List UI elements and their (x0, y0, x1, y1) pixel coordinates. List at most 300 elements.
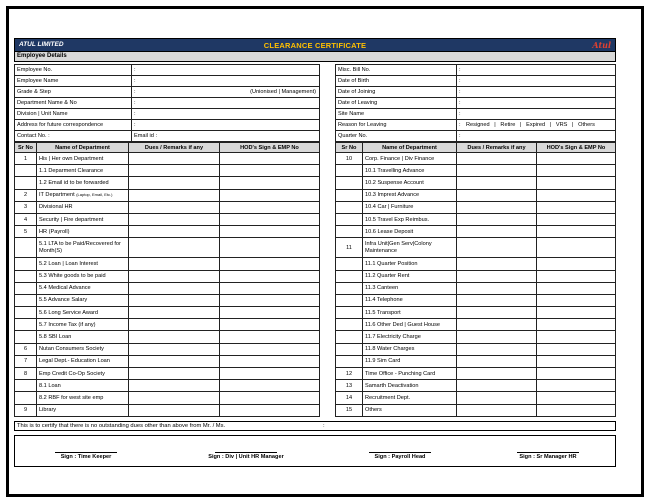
hod-sign-cell[interactable] (537, 355, 616, 367)
department-name: 11.8 Water Charges (365, 346, 415, 353)
hod-sign-cell[interactable] (220, 392, 320, 404)
col-dues: Dues / Remarks if any (129, 143, 220, 153)
leaving-reason-options: Resigned | Retire | Expired | VRS | Others (466, 122, 595, 128)
hod-sign-cell[interactable] (537, 392, 616, 404)
department-row (15, 165, 320, 177)
detail-label: Date of Birth (336, 76, 457, 87)
dues-remarks-cell[interactable] (129, 392, 220, 404)
detail-row (15, 109, 320, 120)
detail-row (15, 120, 320, 131)
department-name-cell (363, 380, 457, 392)
department-name: 10.1 Travelling Advance (365, 167, 425, 174)
detail-label: Date of Leaving (336, 98, 457, 109)
detail-row (336, 120, 616, 131)
dues-remarks-cell[interactable] (457, 368, 537, 380)
department-name-cell (37, 201, 129, 213)
sr-no-cell (336, 331, 363, 343)
department-name-cell (363, 343, 457, 355)
department-row (336, 282, 616, 294)
dues-remarks-cell[interactable] (129, 331, 220, 343)
department-name-cell (363, 331, 457, 343)
department-name: 11.5 Transport (365, 309, 401, 316)
sr-no-cell (336, 201, 363, 213)
grade-options: (Unionised | Management) (250, 89, 316, 95)
detail-colon: : (459, 133, 461, 139)
department-name: Infra Unit|Gen Serv|Colony Maintenance (365, 241, 434, 254)
sr-no-cell (15, 319, 37, 331)
sr-no-cell (336, 270, 363, 282)
department-name: 10.5 Travel Exp Reimbus. (365, 216, 430, 223)
department-row (15, 331, 320, 343)
department-name-cell (363, 189, 457, 201)
detail-row (336, 76, 616, 87)
detail-value[interactable] (132, 120, 320, 131)
department-name: Time Office - Punching Card (365, 370, 436, 377)
hod-sign-cell[interactable] (220, 270, 320, 282)
dues-remarks-cell[interactable] (457, 258, 537, 270)
department-name: 11.2 Quarter Rent (365, 273, 410, 280)
dues-remarks-cell[interactable] (457, 380, 537, 392)
department-name-cell (37, 258, 129, 270)
detail-label: Department Name & No (15, 98, 132, 109)
detail-row (336, 87, 616, 98)
department-name-cell (37, 294, 129, 306)
hod-sign-cell[interactable] (537, 177, 616, 189)
hod-sign-cell[interactable] (537, 165, 616, 177)
hod-sign-cell[interactable] (220, 201, 320, 213)
hod-sign-cell[interactable] (537, 153, 616, 165)
hod-sign-cell[interactable] (537, 404, 616, 416)
department-name-cell (363, 177, 457, 189)
department-row (336, 226, 616, 238)
hod-sign-cell[interactable] (220, 226, 320, 238)
department-name-cell (37, 355, 129, 367)
department-row (336, 258, 616, 270)
department-name-cell (37, 226, 129, 238)
department-row (15, 201, 320, 213)
dues-remarks-cell[interactable] (129, 189, 220, 201)
sr-no-cell (15, 165, 37, 177)
detail-row (15, 76, 320, 87)
col-department: Name of Department (37, 143, 129, 153)
form-title: CLEARANCE CERTIFICATE (263, 40, 367, 50)
hod-sign-cell[interactable] (220, 343, 320, 355)
department-name-cell (37, 392, 129, 404)
hod-sign-cell[interactable] (220, 258, 320, 270)
sr-no-cell (15, 258, 37, 270)
sr-no-cell (336, 282, 363, 294)
sr-no-cell (15, 307, 37, 319)
department-name: Nutan Consumers Society (39, 346, 104, 353)
department-row (15, 226, 320, 238)
dues-remarks-cell[interactable] (457, 238, 537, 258)
dues-remarks-cell[interactable] (129, 282, 220, 294)
hod-sign-cell[interactable] (537, 258, 616, 270)
detail-row (336, 109, 616, 120)
sr-no-cell (336, 189, 363, 201)
detail-value[interactable] (457, 120, 616, 131)
department-row (336, 201, 616, 213)
department-name-cell (37, 189, 129, 201)
col-sr-no: Sr No (15, 143, 37, 153)
department-row (15, 343, 320, 355)
detail-colon: : (134, 78, 136, 84)
detail-label: Site Name (336, 109, 457, 120)
company-name: ATUL LIMITED (19, 41, 64, 48)
detail-label: Employee No. (15, 65, 132, 76)
department-name-cell (37, 404, 129, 416)
detail-label: Address for future correspondence (15, 120, 132, 131)
department-row (15, 282, 320, 294)
sr-no-cell (15, 238, 37, 258)
hod-sign-cell[interactable] (220, 355, 320, 367)
detail-value[interactable] (457, 65, 616, 76)
department-name-cell (363, 153, 457, 165)
department-row (15, 238, 320, 258)
detail-label: Date of Joining (336, 87, 457, 98)
hod-sign-cell[interactable] (537, 368, 616, 380)
dues-remarks-cell[interactable] (129, 368, 220, 380)
department-name: 5.4 Medical Advance (39, 285, 91, 292)
department-name: 11.9 Sim Card (365, 358, 401, 365)
hod-sign-cell[interactable] (220, 319, 320, 331)
hod-sign-cell[interactable] (220, 404, 320, 416)
hod-sign-cell[interactable] (220, 368, 320, 380)
department-name: Emp Credit Co-Op Society (39, 370, 105, 377)
detail-value[interactable] (457, 76, 616, 87)
dues-remarks-cell[interactable] (129, 355, 220, 367)
hod-sign-cell[interactable] (220, 153, 320, 165)
detail-label: Division | Unit Name (15, 109, 132, 120)
sr-no-cell: 1 (15, 153, 37, 165)
department-name: 1.2 Email id to be forwarded (39, 179, 109, 186)
hod-sign-cell[interactable] (537, 307, 616, 319)
signature-time-keeper: Sign : Time Keeper (31, 452, 141, 460)
department-name-cell (363, 404, 457, 416)
department-name-cell (37, 319, 129, 331)
department-name: Legal Dept.- Education Loan (39, 358, 110, 365)
hod-sign-cell[interactable] (220, 307, 320, 319)
department-note: (Laptop, Email, Etc.) (76, 192, 113, 198)
detail-value[interactable] (132, 131, 320, 142)
departments-left-table (14, 142, 320, 417)
department-name: IT Department (39, 192, 75, 199)
department-name: Samarth Deactivation (365, 382, 419, 389)
department-row (15, 392, 320, 404)
sr-no-cell (15, 380, 37, 392)
department-name: Security | Fire department (39, 216, 104, 223)
department-row (336, 343, 616, 355)
department-name: 10.3 Imprest Advance (365, 192, 420, 199)
department-name-cell (37, 331, 129, 343)
department-name-cell (363, 165, 457, 177)
dues-remarks-cell[interactable] (129, 307, 220, 319)
detail-colon: : (459, 67, 461, 73)
department-row (15, 380, 320, 392)
departments-right-table (335, 142, 616, 417)
certify-colon: : (323, 422, 325, 429)
department-name: 5.6 Long Service Award (39, 309, 98, 316)
detail-value[interactable] (132, 98, 320, 109)
certify-text: This is to certify that there is no outstanding dues other than above from Mr. / Ms. (17, 422, 226, 429)
department-row (336, 177, 616, 189)
hod-sign-cell[interactable] (220, 380, 320, 392)
sr-no-cell: 12 (336, 368, 363, 380)
dues-remarks-cell[interactable] (129, 153, 220, 165)
hod-sign-cell[interactable] (537, 343, 616, 355)
sr-no-cell: 8 (15, 368, 37, 380)
sr-no-cell: 2 (15, 189, 37, 201)
dues-remarks-cell[interactable] (457, 392, 537, 404)
details-right-table (335, 64, 616, 142)
detail-label: Grade & Step (15, 87, 132, 98)
form-header (14, 38, 616, 52)
department-row (336, 355, 616, 367)
hod-sign-cell[interactable] (537, 201, 616, 213)
department-name: 11.4 Telephone (365, 297, 403, 304)
hod-sign-cell[interactable] (220, 294, 320, 306)
sr-no-cell: 6 (15, 343, 37, 355)
detail-colon: : (134, 89, 136, 95)
department-name-cell (363, 355, 457, 367)
department-row (15, 213, 320, 225)
department-name: 5.1 LTA to be Paid/Recovered for Month(S) (39, 241, 146, 254)
dues-remarks-cell[interactable] (129, 404, 220, 416)
hod-sign-cell[interactable] (220, 238, 320, 258)
dues-remarks-cell[interactable] (457, 177, 537, 189)
detail-colon: : (459, 111, 461, 117)
dues-remarks-cell[interactable] (457, 319, 537, 331)
detail-value[interactable] (132, 87, 320, 98)
sr-no-cell (336, 343, 363, 355)
dues-remarks-cell[interactable] (129, 343, 220, 355)
certification-line (14, 421, 616, 431)
sr-no-cell: 10 (336, 153, 363, 165)
detail-value[interactable] (457, 87, 616, 98)
detail-row (336, 131, 616, 142)
department-name-cell (363, 282, 457, 294)
department-name-cell (37, 282, 129, 294)
sr-no-cell (15, 294, 37, 306)
dues-remarks-cell[interactable] (457, 226, 537, 238)
dues-remarks-cell[interactable] (457, 307, 537, 319)
department-row (336, 331, 616, 343)
department-name: 11.7 Electricity Charge (365, 334, 421, 341)
hod-sign-cell[interactable] (220, 213, 320, 225)
sr-no-cell (15, 331, 37, 343)
dues-remarks-cell[interactable] (457, 213, 537, 225)
department-row (15, 153, 320, 165)
dues-remarks-cell[interactable] (129, 380, 220, 392)
hod-sign-cell[interactable] (537, 294, 616, 306)
department-row (336, 189, 616, 201)
department-name: 11.3 Canteen (365, 285, 399, 292)
dues-remarks-cell[interactable] (129, 270, 220, 282)
department-name-cell (37, 153, 129, 165)
department-row (336, 380, 616, 392)
detail-colon: : (134, 67, 136, 73)
detail-colon: Email id : (134, 133, 158, 139)
department-name-cell (37, 380, 129, 392)
detail-colon: : (134, 111, 136, 117)
hod-sign-cell[interactable] (537, 189, 616, 201)
department-row (336, 153, 616, 165)
detail-colon: : (134, 122, 136, 128)
department-name-cell (37, 343, 129, 355)
department-name: 5.2 Loan | Loan Interest (39, 260, 98, 267)
department-name-cell (363, 392, 457, 404)
hod-sign-cell[interactable] (537, 238, 616, 258)
dues-remarks-cell[interactable] (129, 319, 220, 331)
sr-no-cell (336, 355, 363, 367)
hod-sign-cell[interactable] (537, 282, 616, 294)
department-name-cell (363, 368, 457, 380)
sr-no-cell (336, 307, 363, 319)
department-name: 8.1 Loan (39, 382, 61, 389)
detail-value[interactable] (457, 109, 616, 120)
department-name: 10.4 Car | Furniture (365, 204, 414, 211)
department-name-cell (37, 213, 129, 225)
department-name-cell (363, 270, 457, 282)
dues-remarks-cell[interactable] (457, 355, 537, 367)
detail-colon: : (459, 122, 461, 128)
dues-remarks-cell[interactable] (457, 404, 537, 416)
signature-payroll-head: Sign : Payroll Head (345, 452, 455, 460)
dues-remarks-cell[interactable] (129, 177, 220, 189)
hod-sign-cell[interactable] (220, 165, 320, 177)
dues-remarks-cell[interactable] (129, 213, 220, 225)
signature-block (14, 435, 616, 467)
department-name: Recruitment Dept. (365, 394, 411, 401)
department-row (15, 404, 320, 416)
dues-remarks-cell[interactable] (457, 282, 537, 294)
detail-colon: : (459, 100, 461, 106)
employee-details (14, 64, 616, 142)
detail-row (15, 87, 320, 98)
detail-row (336, 98, 616, 109)
section-title: Employee Details (14, 52, 616, 62)
col-sr-no: Sr No (336, 143, 363, 153)
department-name: 10.6 Lease Deposit (365, 228, 414, 235)
department-name-cell (363, 258, 457, 270)
department-name: 5.8 SBI Loan (39, 334, 72, 341)
hod-sign-cell[interactable] (537, 270, 616, 282)
department-name-cell (37, 238, 146, 258)
sr-no-cell (15, 392, 37, 404)
dues-remarks-cell[interactable] (129, 226, 220, 238)
detail-colon: : (134, 100, 136, 106)
department-row (15, 258, 320, 270)
department-name: 10.2 Suspense Account (365, 179, 424, 186)
department-row (15, 270, 320, 282)
detail-value[interactable] (132, 65, 320, 76)
detail-colon: : (459, 78, 461, 84)
sr-no-cell (336, 226, 363, 238)
dues-remarks-cell[interactable] (457, 270, 537, 282)
sr-no-cell: 5 (15, 226, 37, 238)
dues-remarks-cell[interactable] (129, 294, 220, 306)
col-hod-sign: HOD's Sign & EMP No (537, 143, 616, 153)
sr-no-cell (336, 177, 363, 189)
detail-label: Reason for Leaving (336, 120, 457, 131)
department-name-cell (363, 226, 457, 238)
dues-remarks-cell[interactable] (457, 201, 537, 213)
hod-sign-cell[interactable] (220, 282, 320, 294)
sr-no-cell (336, 319, 363, 331)
detail-value[interactable] (132, 76, 320, 87)
sr-no-cell (336, 258, 363, 270)
department-name-cell (363, 307, 457, 319)
sr-no-cell (15, 270, 37, 282)
detail-value[interactable] (457, 131, 616, 142)
detail-value[interactable] (457, 98, 616, 109)
hod-sign-cell[interactable] (537, 213, 616, 225)
dues-remarks-cell[interactable] (457, 153, 537, 165)
department-name: 8.2 RBF for west site emp (39, 394, 104, 401)
department-name: 5.7 Income Tax (if any) (39, 321, 96, 328)
sr-no-cell (336, 213, 363, 225)
detail-label: Quarter No. (336, 131, 457, 142)
signature-hr-manager: Sign : Div | Unit HR Manager (208, 453, 284, 460)
hod-sign-cell[interactable] (537, 226, 616, 238)
sr-no-cell: 14 (336, 392, 363, 404)
detail-label: Employee Name (15, 76, 132, 87)
department-row (336, 319, 616, 331)
detail-value[interactable] (132, 109, 320, 120)
sr-no-cell (15, 177, 37, 189)
signature-sr-manager-hr: Sign : Sr Manager HR (493, 452, 603, 460)
hod-sign-cell[interactable] (537, 380, 616, 392)
department-name-cell (363, 213, 457, 225)
detail-colon: : (459, 89, 461, 95)
col-dues: Dues / Remarks if any (457, 143, 537, 153)
dues-remarks-cell[interactable] (457, 294, 537, 306)
dues-remarks-cell[interactable] (457, 331, 537, 343)
detail-row (15, 131, 320, 142)
dues-remarks-cell[interactable] (129, 201, 220, 213)
detail-row (15, 98, 320, 109)
hod-sign-cell[interactable] (537, 331, 616, 343)
department-row (15, 319, 320, 331)
department-name: Others (365, 407, 382, 414)
hod-sign-cell[interactable] (220, 177, 320, 189)
department-name: Divisional HR (39, 204, 73, 211)
details-left-table (14, 64, 320, 142)
dues-remarks-cell[interactable] (129, 165, 220, 177)
hod-sign-cell[interactable] (220, 189, 320, 201)
col-department: Name of Department (363, 143, 457, 153)
department-row (15, 368, 320, 380)
dues-remarks-cell[interactable] (457, 165, 537, 177)
detail-label: Misc. Bill No. (336, 65, 457, 76)
dues-remarks-cell[interactable] (457, 189, 537, 201)
detail-row (336, 65, 616, 76)
dues-remarks-cell[interactable] (457, 343, 537, 355)
department-name-cell (37, 307, 129, 319)
dues-remarks-cell[interactable] (129, 258, 220, 270)
department-name-cell (363, 201, 457, 213)
department-row (336, 392, 616, 404)
department-row (15, 189, 320, 201)
sr-no-cell: 11 (336, 238, 363, 258)
department-name-cell (363, 294, 457, 306)
department-name: HR (Payroll) (39, 228, 70, 235)
hod-sign-cell[interactable] (537, 319, 616, 331)
department-name: 5.5 Advance Salary (39, 297, 88, 304)
department-name: 1.1 Deparment Clearance (39, 167, 104, 174)
hod-sign-cell[interactable] (220, 331, 320, 343)
sr-no-cell: 9 (15, 404, 37, 416)
